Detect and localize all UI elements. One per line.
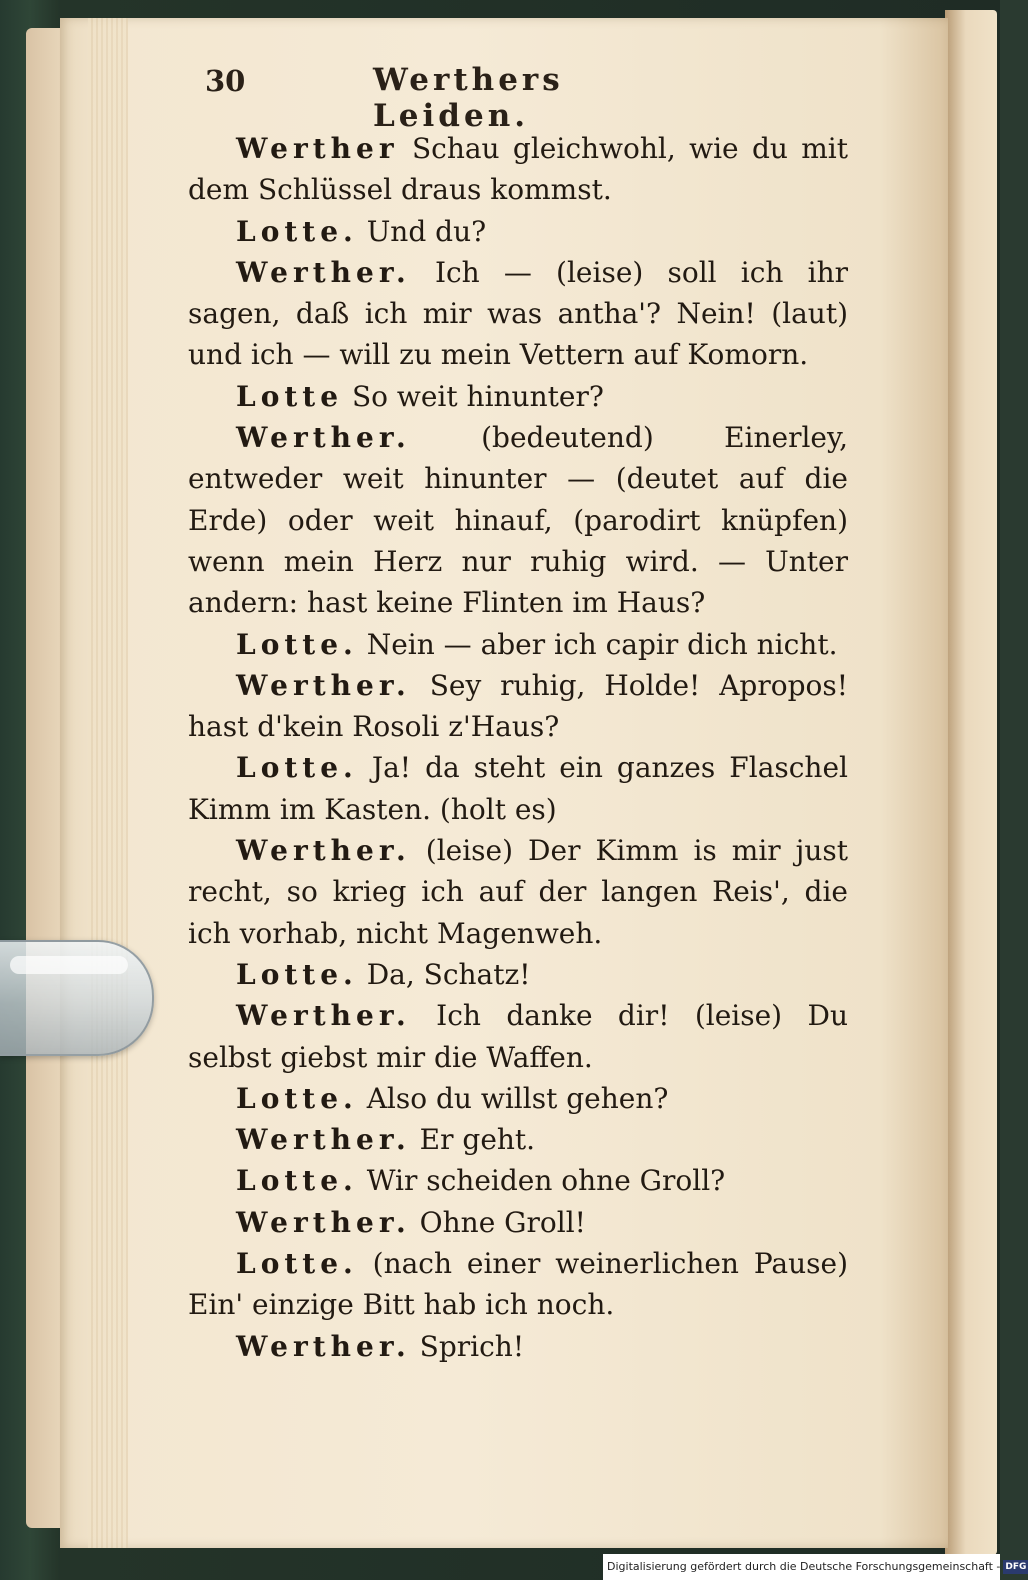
speech-text: Ich — (leise) soll ich ihr sagen, daß ich mir was antha'? Nein! (laut) und ich — will zu mein Vettern auf Komorn.	[188, 255, 848, 372]
running-title: Werthers Leiden.	[373, 62, 564, 134]
paragraph	[188, 211, 848, 252]
page-stack-edges	[88, 18, 128, 1548]
speech-text: (bedeutend) Einerley, entweder weit hinunter — (deutet auf die Erde) oder weit hinauf, (parodirt knüpfen) wenn mein Herz nur ruhig wird. — Unter andern: hast keine Flinten im Haus?	[188, 421, 848, 620]
dfg-logo-icon: DFG	[1005, 1562, 1027, 1572]
speech-text: Er geht.	[419, 1123, 536, 1157]
speech-text: Also du willst gehen?	[366, 1081, 669, 1115]
speaker-name: Werther.	[236, 1205, 411, 1239]
speaker-name: Werther.	[236, 1329, 411, 1363]
speaker-name: Werther.	[236, 1123, 411, 1157]
speech-text: (nach einer weinerlichen Pause) Ein' einzige Bitt hab ich noch.	[188, 1247, 848, 1322]
speaker-name: Lotte.	[236, 214, 358, 248]
page-holder-clip	[0, 940, 154, 1056]
speaker-name: Werther.	[236, 255, 411, 289]
paragraph	[188, 1119, 848, 1160]
paragraph	[188, 1326, 848, 1367]
speech-text: Und du?	[366, 214, 487, 248]
speech-text: Wir scheiden ohne Groll?	[366, 1164, 726, 1198]
paragraph	[188, 376, 848, 417]
paragraph	[188, 624, 848, 665]
credit-text: Digitalisierung gefördert durch die Deutsche Forschungsgemeinschaft -	[607, 1560, 1001, 1573]
speech-text: Sey ruhig, Holde! Apropos! hast d'kein Rosoli z'Haus?	[188, 668, 848, 744]
paragraph	[188, 1243, 848, 1326]
paragraph	[188, 128, 848, 211]
paragraph	[188, 954, 848, 995]
paragraph	[188, 830, 848, 954]
speaker-name: Werther.	[236, 999, 411, 1033]
paragraph	[188, 252, 848, 376]
digitization-credit	[603, 1554, 1027, 1580]
paragraph	[188, 1202, 848, 1243]
speaker-name: Lotte.	[236, 1164, 358, 1198]
speech-text: Ja! da steht ein ganzes Flaschel Kimm im Kasten. (holt es)	[188, 751, 848, 826]
paragraph	[188, 665, 848, 748]
speech-text: (leise) Der Kimm is mir just recht, so krieg ich auf der langen Reis', die ich vorhab, nicht Magenweh.	[188, 834, 849, 950]
speaker-name: Lotte	[236, 379, 344, 413]
speech-text: So weit hinunter?	[351, 379, 604, 413]
speaker-name: Lotte.	[236, 627, 358, 661]
paragraph	[188, 417, 848, 623]
page-header	[205, 58, 705, 134]
speaker-name: Lotte.	[236, 1247, 358, 1281]
paragraph	[188, 1078, 848, 1119]
speech-text: Ich danke dir! (leise) Du selbst giebst mir die Waffen.	[188, 999, 848, 1074]
speaker-name: Lotte.	[236, 1081, 358, 1115]
speaker-name: Werther.	[236, 421, 411, 455]
speech-text: Nein — aber ich capir dich nicht.	[366, 627, 838, 661]
speaker-name: Werther.	[236, 668, 411, 702]
page-number: 30	[205, 64, 246, 98]
paragraph	[188, 995, 848, 1078]
speech-text: Da, Schatz!	[366, 957, 531, 991]
speech-text: Sprich!	[419, 1329, 525, 1363]
paragraph	[188, 1160, 848, 1201]
speaker-name: Werther	[236, 132, 399, 165]
dialogue-text	[188, 128, 848, 1367]
facing-page-edge	[945, 10, 997, 1555]
speaker-name: Lotte.	[236, 751, 358, 785]
speech-text: Ohne Groll!	[419, 1205, 586, 1239]
paragraph	[188, 747, 848, 830]
speaker-name: Werther.	[236, 834, 411, 868]
speech-text: Schau gleichwohl, wie du mit dem Schlüssel draus kommst.	[188, 132, 849, 207]
speaker-name: Lotte.	[236, 957, 358, 991]
